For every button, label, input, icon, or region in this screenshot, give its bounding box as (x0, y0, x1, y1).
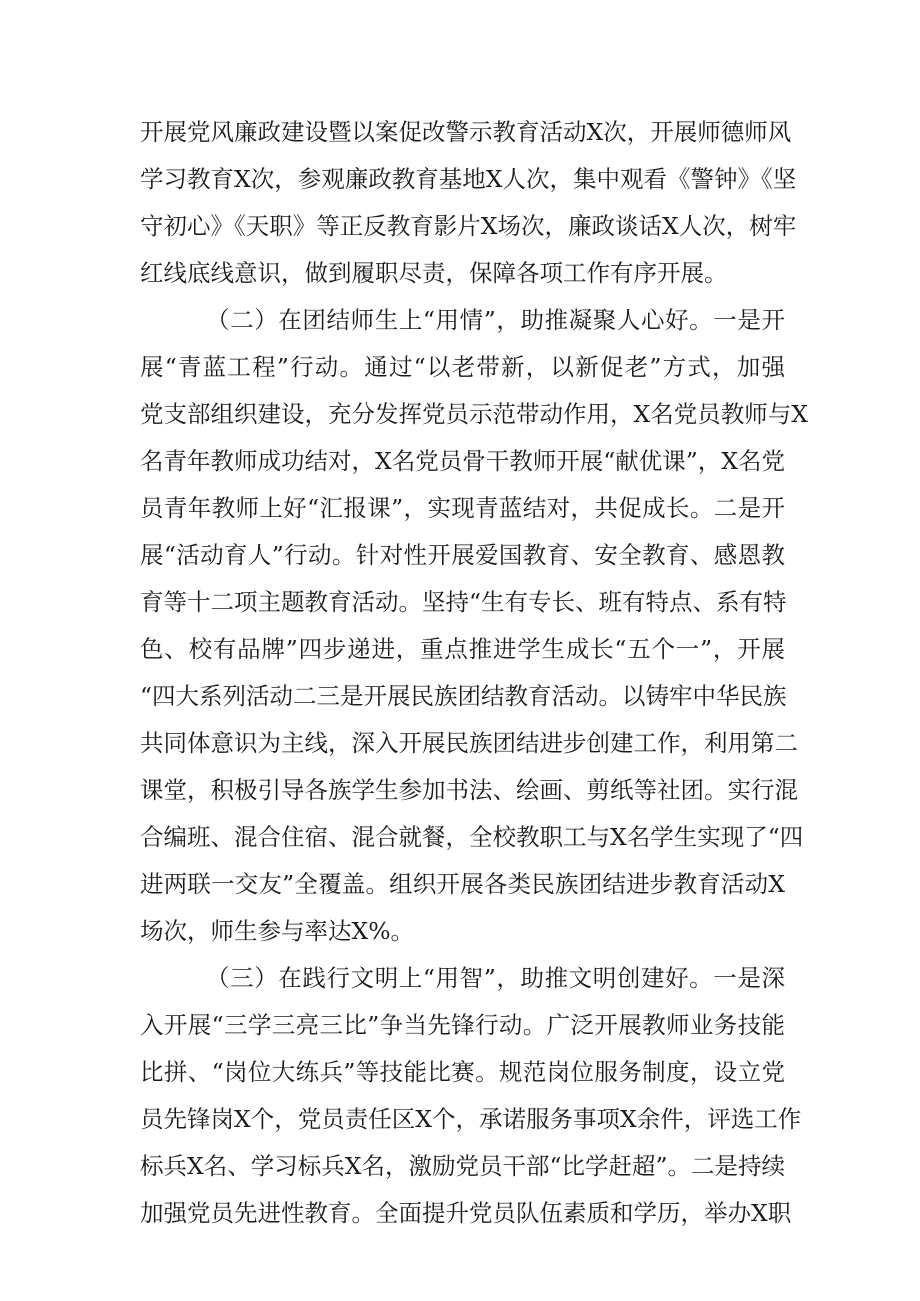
text-line: 展“活动育人”行动。针对性开展爱国教育、安全教育、感恩教 (140, 541, 785, 569)
text-line: 育等十二项主题教育活动。坚持“生有专长、班有特点、系有特 (140, 588, 787, 616)
text-line: 共同体意识为主线，深入开展民族团结进步创建工作，利用第二 (140, 729, 798, 757)
text-line: 比拼、“岗位大练兵”等技能比赛。规范岗位服务制度，设立党 (140, 1058, 785, 1086)
text-line: 入开展“三学三亮三比”争当先锋行动。广泛开展教师业务技能 (140, 1011, 785, 1039)
text-line: 色、校有品牌”四步递进，重点推进学生成长“五个一”，开展 (140, 635, 785, 663)
text-line: 进两联一交友”全覆盖。组织开展各类民族团结进步教育活动X (140, 870, 785, 898)
text-line: 加强党员先进性教育。全面提升党员队伍素质和学历，举办X职 (140, 1199, 792, 1227)
text-line: 展“青蓝工程”行动。通过“以老带新，以新促老”方式，加强 (140, 353, 785, 381)
paragraph-1 (140, 109, 797, 297)
paragraph-3 (140, 955, 802, 1237)
text-line: 开展党风廉政建设暨以案促改警示教育活动X次，开展师德师风 (140, 118, 792, 146)
text-line: （二）在团结师生上“用情”，助推凝聚人心好。一是开 (206, 306, 785, 334)
text-line: 守初心》《天职》等正反教育影片X场次，廉政谈话X人次，树牢 (140, 212, 797, 240)
text-line: 名青年教师成功结对，X名党员骨干教师开展“献优课”，X名党 (140, 447, 785, 475)
text-line: 场次，师生参与率达X%。 (140, 917, 415, 945)
text-line: 员先锋岗X个，党员责任区X个，承诺服务事项X余件，评选工作 (140, 1105, 802, 1133)
text-line: （三）在践行文明上“用智”，助推文明创建好。一是深 (206, 964, 785, 992)
text-line: 党支部组织建设，充分发挥党员示范带动作用，X名党员教师与X (140, 400, 808, 428)
text-line: 课堂，积极引导各族学生参加书法、绘画、剪纸等社团。实行混 (140, 776, 798, 804)
text-line: 合编班、混合住宿、混合就餐，全校教职工与X名学生实现了“四 (140, 823, 804, 851)
text-line: “四大系列活动二三是开展民族团结教育活动。以铸牢中华民族 (140, 682, 787, 710)
text-line: 红线底线意识，做到履职尽责，保障各项工作有序开展。 (140, 259, 728, 287)
text-line: 学习教育X次，参观廉政教育基地X人次，集中观看《警钟》《坚 (140, 165, 797, 193)
document-body (140, 109, 808, 1237)
paragraph-2 (140, 297, 808, 955)
text-line: 标兵X名、学习标兵X名，激励党员干部“比学赶超”。二是持续 (140, 1152, 785, 1180)
text-line: 员青年教师上好“汇报课”，实现青蓝结对，共促成长。二是开 (140, 494, 785, 522)
